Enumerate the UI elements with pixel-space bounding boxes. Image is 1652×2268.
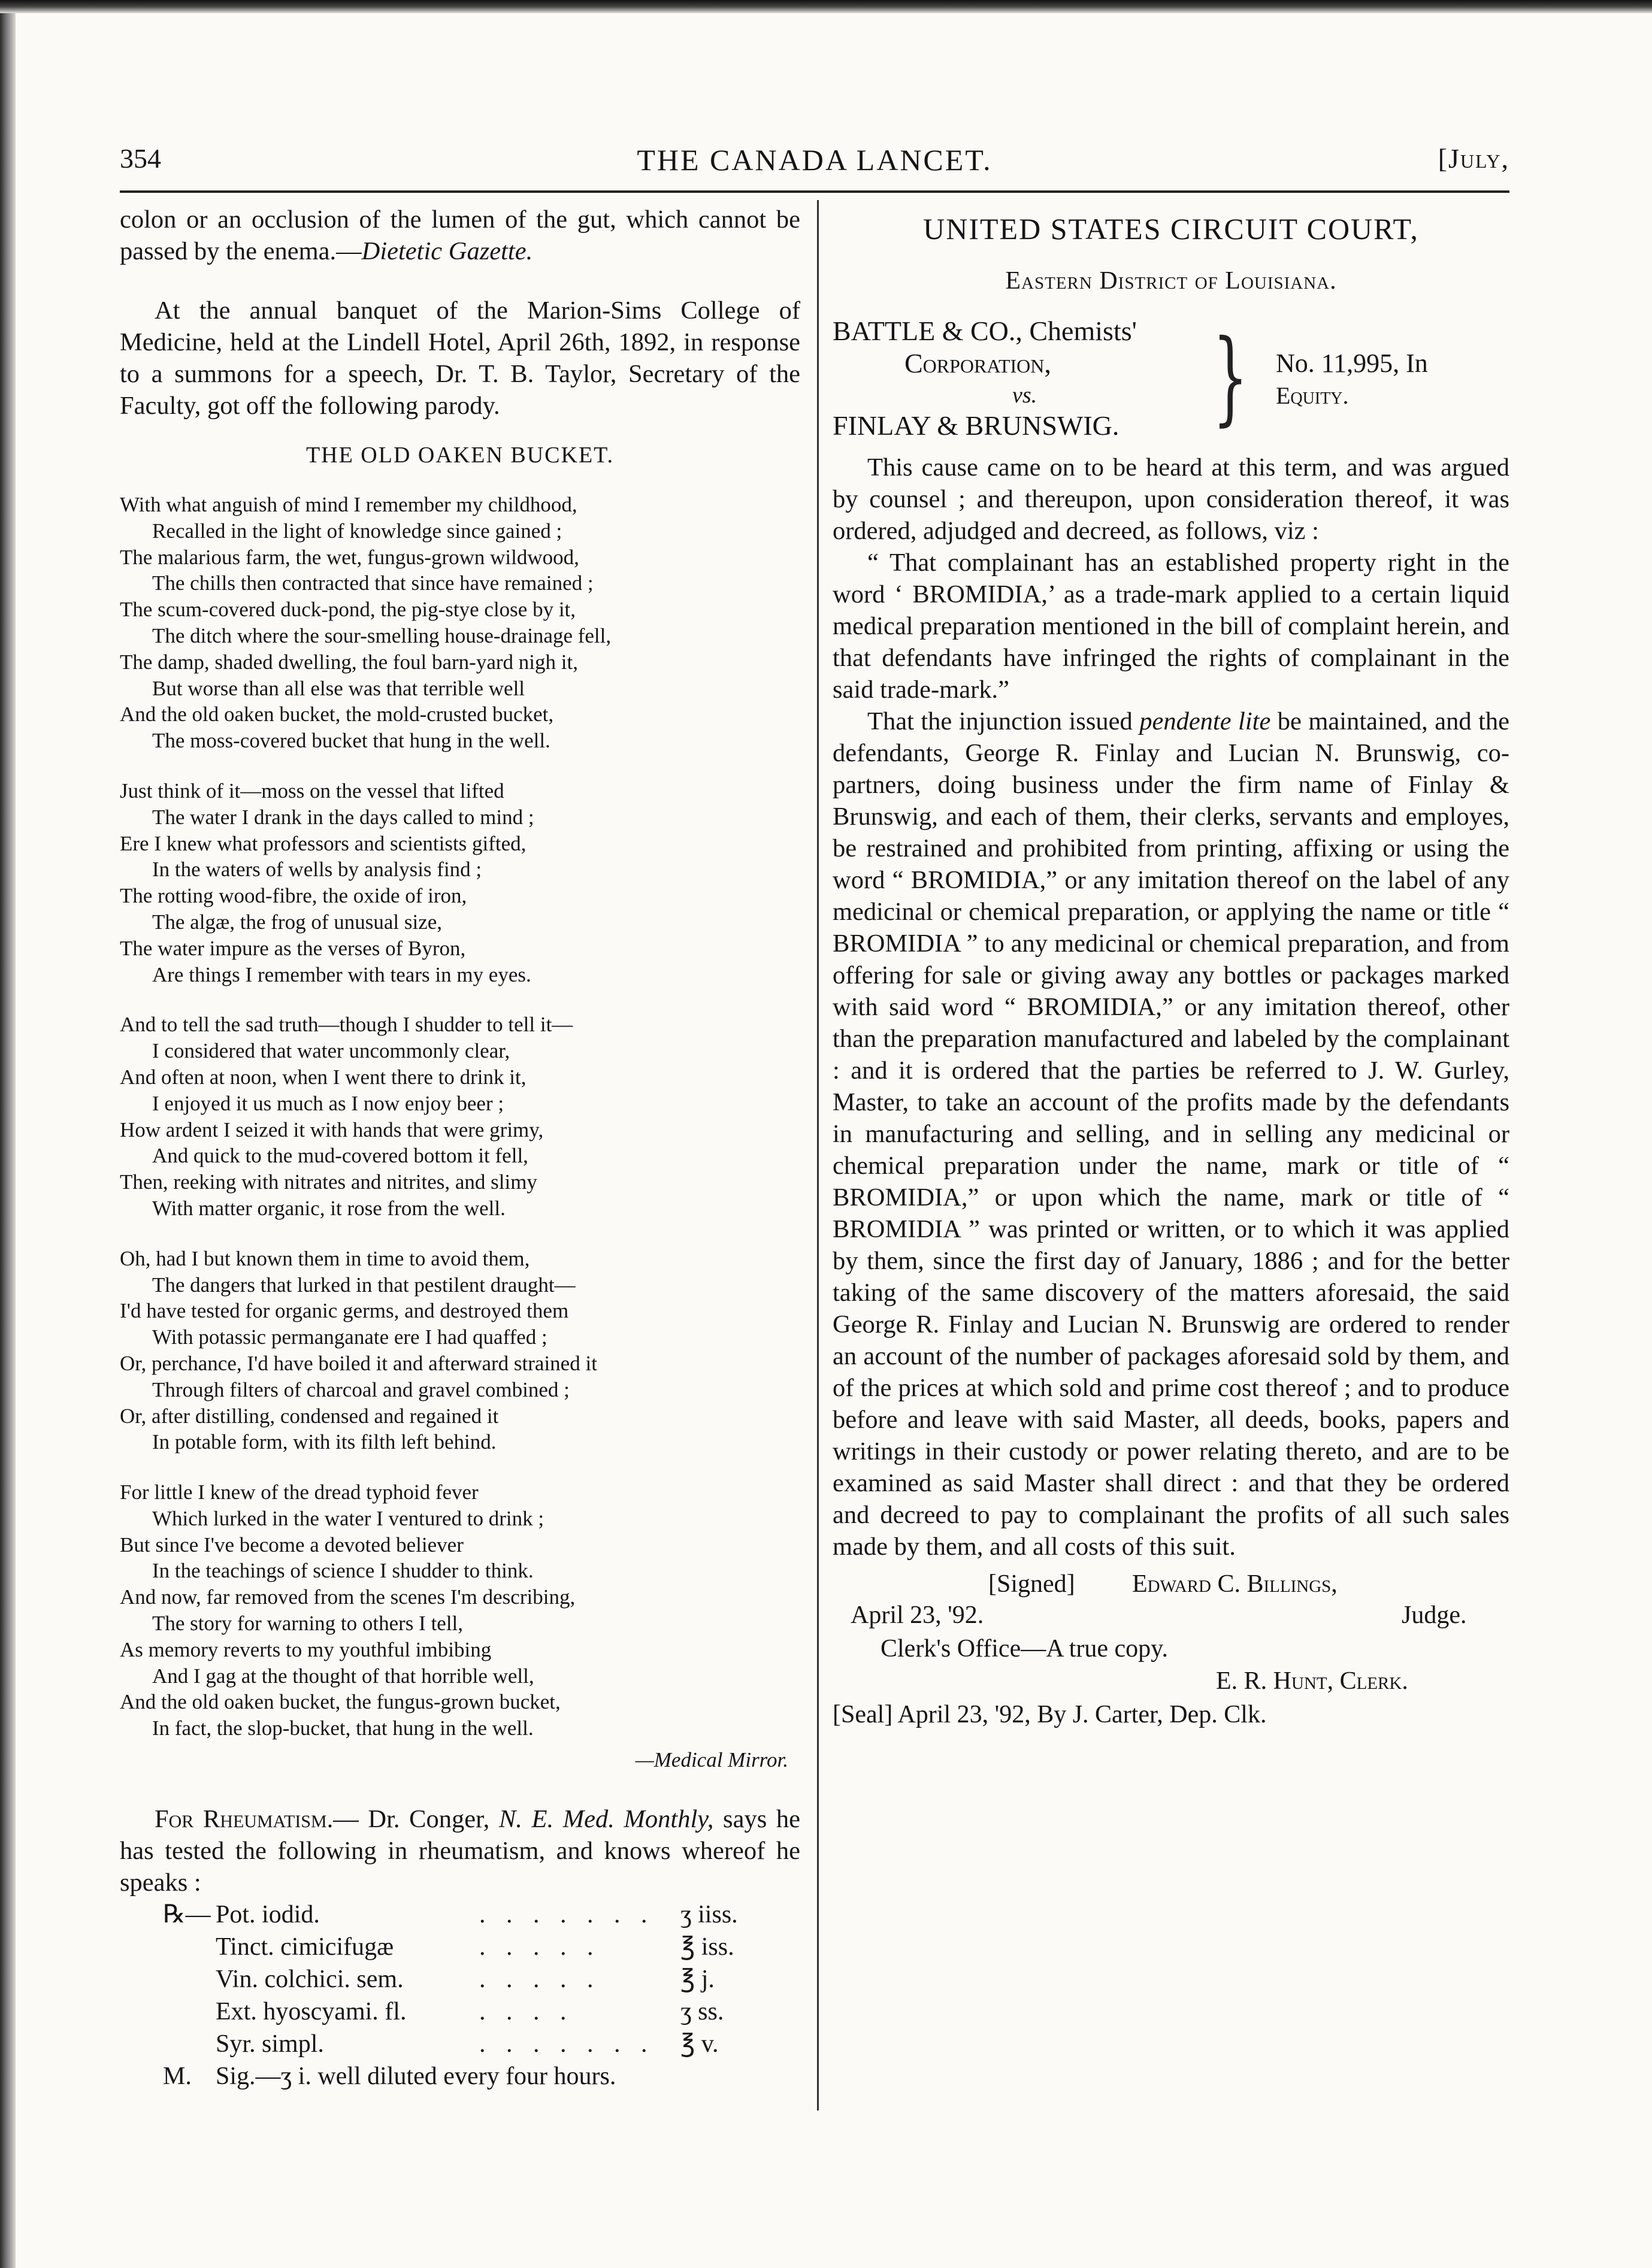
prescription-amount: ℥ j. [680, 1966, 715, 1994]
intro-paragraph: colon or an occlusion of the lumen of the gut, which cannot be passed by the enema.—Dietetic Gazette. [120, 205, 801, 265]
decree-text-a: That the injunction issued [867, 707, 1133, 735]
poem-line: Then, reeking with nitrates and nitrites, and slimy [120, 1170, 537, 1194]
prescription-ingredient: Pot. iodid. [216, 1901, 320, 1929]
poem-line: The ditch where the sour-smelling house-drainage fell, [152, 623, 612, 647]
poem-line: Oh, had I but known them in time to avoid them, [120, 1246, 530, 1270]
intro-source: Dietetic Gazette. [361, 237, 533, 265]
plaintiff-name: BATTLE & CO., Chemists' [833, 316, 1137, 346]
prescription-leader: . . . . . . . [479, 2030, 655, 2058]
poem-line: How ardent I seized it with hands that were grimy, [120, 1118, 544, 1141]
prescription-row [120, 2060, 800, 2093]
decree-paragraph-2: “ That complainant has an established property right in the word ‘ BROMIDIA,’ as a trade-mark applied to a certain liquid medical preparation mentioned in the bill of complaint herein, and that defendants have infringed the rights of complainant in the said trade-mark.” [833, 549, 1509, 704]
poem-line: As memory reverts to my youthful imbibing [120, 1637, 492, 1661]
poem-line: Or, perchance, I'd have boiled it and afterward strained it [120, 1351, 597, 1375]
judge-title: Judge. [1402, 1601, 1467, 1629]
caption-brace: } [1212, 318, 1248, 437]
equity-label: Equity. [1276, 382, 1349, 409]
prescription [120, 1898, 800, 2093]
poem-line: With what anguish of mind I remember my childhood, [120, 493, 577, 516]
prescription-row [120, 1931, 800, 1963]
signed-label: [Signed] [988, 1570, 1075, 1598]
poem-line: And now, far removed from the scenes I'm describing, [120, 1585, 576, 1609]
left-column [120, 204, 800, 2093]
poem-line: But since I've become a devoted believer [120, 1533, 464, 1557]
header-month: [July, [1438, 143, 1509, 174]
poem-line: In the teachings of science I shudder to think. [152, 1559, 534, 1583]
rheumatism-text-2: says he has tested the following in rheumatism, and knows whereof he speaks : [120, 1805, 800, 1897]
poem-line: I considered that water uncommonly clear, [152, 1039, 510, 1063]
poem-stanza [120, 1012, 800, 1221]
scan-edge-top [0, 0, 1652, 13]
court-subtitle: Eastern District of Louisiana. [1005, 267, 1337, 295]
judge-name: Edward C. Billings, [1132, 1570, 1338, 1598]
poem-line: And I gag at the thought of that horrible well, [152, 1664, 534, 1688]
poem-line: Which lurked in the water I ventured to drink ; [152, 1506, 544, 1530]
poem-line: And to tell the sad truth—though I shudder to tell it— [120, 1013, 573, 1037]
poem-line: The water I drank in the days called to mind ; [152, 805, 534, 829]
poem-line: The algæ, the frog of unusual size, [152, 910, 443, 934]
prescription-ingredient: Ext. hyoscyami. fl. [216, 1998, 407, 2026]
versus-label: vs. [1012, 383, 1037, 408]
clerk-office-line: Clerk's Office—A true copy. [881, 1635, 1168, 1663]
prescription-leader: . . . . . [479, 1933, 601, 1961]
signature-date: April 23, '92. [851, 1601, 984, 1629]
header-rule [120, 190, 1509, 193]
prescription-amount: ʒ iiss. [680, 1901, 738, 1929]
poem-line: Ere I knew what professors and scientists gifted, [120, 831, 527, 855]
intro-line: which cannot be passed by the enema. [120, 205, 801, 265]
decree-text-b: be maintained, and the defendants, George R. Finlay and Lucian N. Brunswig, co-partners, doing business under the firm name of Finlay & Brunswig, and each of them, their clerks, servants and employes, be restrained and prohibited from printing, affixing or using the word “ BROMIDIA,” or any imitation thereof on the label of any medicinal or chemical preparation, or applying the name or title “ BROMIDIA ” to any medicinal or chemical preparation, and from offering for sale or giving away any bottles or packages marked with said word “ BROMIDIA,” or any imitation thereof, other than the preparation manufactured and labeled by the complainant : and it is ordered that the parties be referred to J. W. Gurley, Master, to take an account of the profits made by the defendants in manufacturing and selling, and in selling any medicinal or chemical preparation under the name, mark or title of “ BROMIDIA,” or upon which the name, mark or title of “ BROMIDIA ” was printed or written, or to which it was applied by them, since the first day of January, 1886 ; and for the better taking of the same discovery of the matters aforesaid, the said George R. Finlay and Lucian N. Brunswig are ordered to render an account of the number of packages aforesaid sold by them, and of the prices at which sold and prime cost thereof ; and to produce before and leave with said Master, all deeds, books, papers and writings in their custody or power relating thereto, and are to be examined as said Master shall direct : and that they be ordered and decreed to pay to complainant the profits of all such sales made by them, and all costs of this suit. [833, 707, 1509, 1561]
poem-line: The malarious farm, the wet, fungus-grown wildwood, [120, 545, 579, 569]
poem-line: In potable form, with its filth left behind. [152, 1430, 497, 1454]
poem-line: The rotting wood-fibre, the oxide of iron, [120, 884, 467, 908]
poem-line: Through filters of charcoal and gravel combined ; [152, 1377, 570, 1401]
poem-stanza [120, 1479, 800, 1742]
poem-stanza [120, 492, 800, 754]
poem-line: The chills then contracted that since have remained ; [152, 571, 594, 595]
poem-line: Or, after distilling, condensed and regained it [120, 1404, 499, 1428]
poem-line: With matter organic, it rose from the well. [152, 1196, 506, 1220]
decree-latin-phrase: pendente lite [1139, 707, 1271, 735]
poem-credit: —Medical Mirror. [635, 1748, 788, 1772]
prescription-ingredient: Sig.—ʒ i. well diluted every four hours. [216, 2063, 616, 2091]
prescription-row [120, 2028, 800, 2060]
clerk-name: E. R. Hunt, Clerk. [1216, 1667, 1408, 1695]
case-number: No. 11,995, In [1276, 349, 1428, 378]
poem-line: And often at noon, when I went there to drink it, [120, 1065, 527, 1089]
intro-line: colon or an occlusion of the lumen of the gut, [120, 205, 616, 234]
prescription-ingredient: Vin. colchici. sem. [216, 1966, 404, 1994]
prescription-leader: . . . . [479, 1998, 574, 2026]
court-title: UNITED STATES CIRCUIT COURT, [923, 212, 1419, 246]
prescription-leader: . . . . . [479, 1966, 601, 1994]
prescription-row [120, 1996, 800, 2028]
journal-title: THE CANADA LANCET. [637, 143, 993, 177]
right-column [833, 204, 1509, 1736]
poem-line: For little I knew of the dread typhoid fever [120, 1480, 479, 1504]
prescription-symbol: ℞— [163, 1901, 211, 1929]
prescription-leader: . . . . . . . [479, 1901, 655, 1929]
poem-line: But worse than all else was that terrible well [152, 676, 525, 700]
poem-line: Are things I remember with tears in my eyes. [152, 962, 531, 986]
banquet-paragraph: At the annual banquet of the Marion-Sims College of Medicine, held at the Lindell Hotel, April 26th, 1892, in response to a summons for a speech, Dr. T. B. Taylor, Secretary of the Faculty, got off the following parody. [120, 296, 800, 420]
poem-line: I enjoyed it us much as I now enjoy beer ; [152, 1091, 504, 1115]
poem-line: The moss-covered bucket that hung in the well. [152, 729, 550, 753]
decree-paragraph-1: This cause came on to be heard at this term, and was argued by counsel ; and thereupon, upon consideration thereof, it was ordered, adjudged and decreed, as follows, viz : [833, 453, 1509, 545]
poem-line: With potassic permanganate ere I had quaffed ; [152, 1325, 547, 1349]
seal-line: [Seal] April 23, '92, By J. Carter, Dep. Clk. [833, 1701, 1267, 1728]
page-number: 354 [120, 143, 161, 174]
rheumatism-paragraph [120, 1803, 800, 1898]
poem-line: Just think of it—moss on the vessel that lifted [120, 779, 504, 803]
column-divider [817, 200, 819, 2110]
running-header [120, 143, 1509, 190]
prescription-ingredient: Tinct. cimicifugæ [216, 1933, 394, 1961]
poem-title: THE OLD OAKEN BUCKET. [305, 443, 615, 468]
poem-line: And the old oaken bucket, the mold-crusted bucket, [120, 702, 554, 726]
signature-block [833, 1568, 1509, 1736]
plaintiff-corporation: Corporation, [904, 348, 1051, 378]
poem-stanza [120, 778, 800, 988]
prescription-symbol: M. [163, 2063, 192, 2091]
scan-edge-left [0, 0, 16, 2268]
poem-line: The water impure as the verses of Byron, [120, 936, 466, 960]
prescription-ingredient: Syr. simpl. [216, 2030, 324, 2058]
poem-line: The damp, shaded dwelling, the foul barn-yard nigh it, [120, 650, 578, 674]
rheumatism-journal: N. E. Med. Monthly, [498, 1805, 714, 1834]
poem-line: In the waters of wells by analysis find ; [152, 858, 482, 882]
rheumatism-heading: For Rheumatism. [155, 1805, 334, 1834]
poem-stanza [120, 1246, 800, 1455]
rheumatism-text-1: — Dr. Conger, [333, 1805, 490, 1834]
poem-line: The story for warning to others I tell, [152, 1612, 464, 1636]
poem-line: The scum-covered duck-pond, the pig-stye close by it, [120, 598, 576, 622]
poem-line: I'd have tested for organic germs, and destroyed them [120, 1299, 569, 1323]
prescription-row [120, 1963, 800, 1996]
prescription-amount: ℥ iss. [680, 1933, 734, 1961]
poem-line: The dangers that lurked in that pestilent draught— [152, 1273, 576, 1297]
poem-line: And quick to the mud-covered bottom it fell, [152, 1144, 528, 1168]
decree-paragraph-3 [833, 705, 1509, 1563]
poem-line: And the old oaken bucket, the fungus-grown bucket, [120, 1690, 561, 1714]
prescription-amount: ℥ v. [680, 2030, 719, 2058]
case-caption [833, 315, 1509, 452]
defendant-name: FINLAY & BRUNSWIG. [833, 410, 1120, 441]
prescription-row [120, 1898, 800, 1931]
poem [120, 492, 800, 1742]
poem-line: In fact, the slop-bucket, that hung in the well. [152, 1716, 534, 1740]
poem-line: Recalled in the light of knowledge since gained ; [152, 519, 562, 543]
prescription-amount: ʒ ss. [680, 1998, 724, 2026]
